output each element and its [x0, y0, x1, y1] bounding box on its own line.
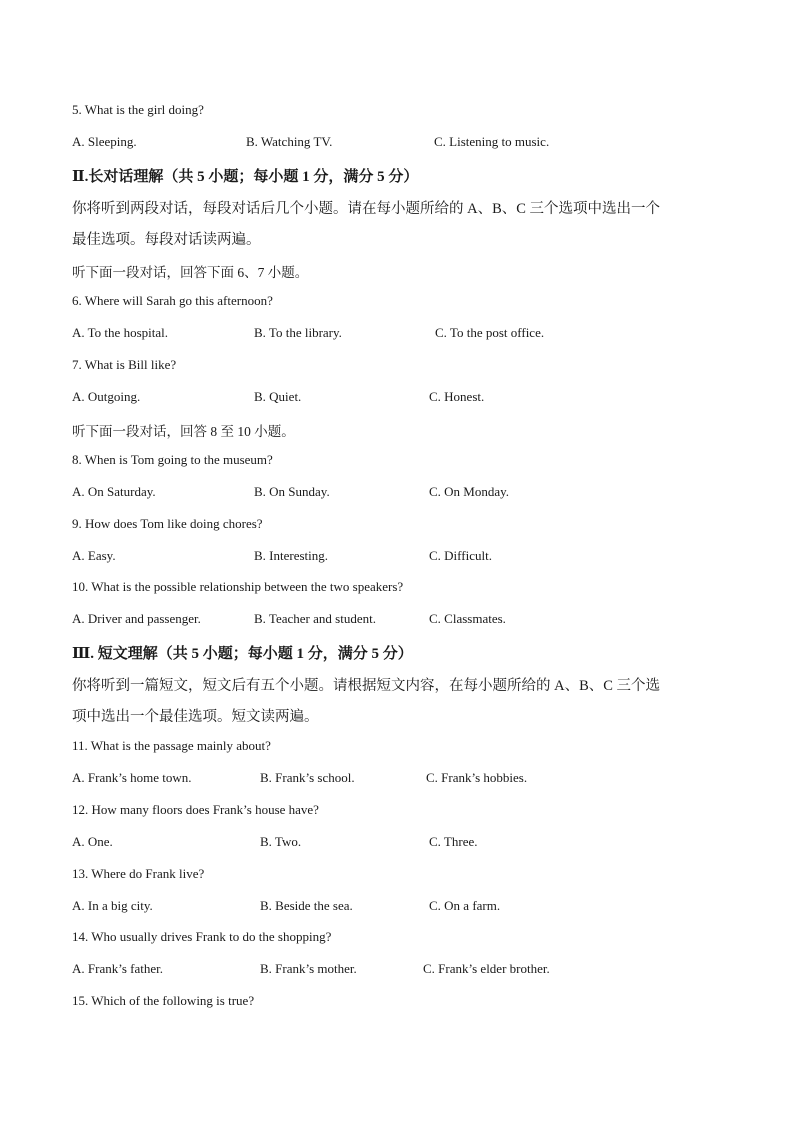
option-10a: A. Driver and passenger. [72, 611, 201, 626]
question-7: 7. What is Bill like? [72, 357, 177, 372]
question-9: 9. How does Tom like doing chores? [72, 516, 263, 531]
option-8c: C. On Monday. [429, 484, 510, 499]
option-9a: A. Easy. [72, 548, 116, 563]
option-13a: A. In a big city. [72, 898, 153, 913]
option-9b: B. Interesting. [254, 548, 329, 563]
option-7a: A. Outgoing. [72, 389, 141, 404]
option-12b: B. Two. [260, 834, 302, 849]
option-11a: A. Frank’s home town. [72, 770, 192, 785]
question-15: 15. Which of the following is true? [72, 993, 255, 1008]
option-14b: B. Frank’s mother. [260, 961, 357, 976]
option-11b: B. Frank’s school. [260, 770, 355, 785]
question-6: 6. Where will Sarah go this afternoon? [72, 293, 273, 308]
option-14c: C. Frank’s elder brother. [423, 961, 550, 976]
question-10: 10. What is the possible relationship between the two speakers? [72, 579, 404, 594]
option-8a: A. On Saturday. [72, 484, 156, 499]
section-3-title: Ⅲ. 短文理解（共 5 小题；每小题 1 分，满分 5 分） [72, 646, 413, 662]
section-2-instruction-line2: 最佳选项。每段对话读两遍。 [72, 232, 261, 248]
option-8b: B. On Sunday. [254, 484, 330, 499]
option-5a: A. Sleeping. [72, 134, 137, 149]
option-6b: B. To the library. [254, 325, 342, 340]
option-6c: C. To the post office. [435, 325, 545, 340]
question-5: 5. What is the girl doing? [72, 102, 204, 117]
option-12c: C. Three. [429, 834, 478, 849]
question-14: 14. Who usually drives Frank to do the shopping? [72, 929, 332, 944]
section-3-instruction-line1: 你将听到一篇短文，短文后有五个小题。请根据短文内容，在每小题所给的 A、B、C 三个选 [72, 678, 661, 694]
option-7c: C. Honest. [429, 389, 485, 404]
option-12a: A. One. [72, 834, 113, 849]
option-9c: C. Difficult. [429, 548, 492, 563]
option-10b: B. Teacher and student. [254, 611, 376, 626]
dialogue-2-instruction: 听下面一段对话，回答 8 至 10 小题。 [72, 424, 295, 439]
question-13: 13. Where do Frank live? [72, 866, 205, 881]
question-12: 12. How many floors does Frank’s house have? [72, 802, 319, 817]
option-10c: C. Classmates. [429, 611, 506, 626]
question-11: 11. What is the passage mainly about? [72, 738, 271, 753]
option-14a: A. Frank’s father. [72, 961, 163, 976]
option-11c: C. Frank’s hobbies. [426, 770, 528, 785]
dialogue-1-instruction: 听下面一段对话，回答下面 6、7 小题。 [72, 265, 309, 280]
option-6a: A. To the hospital. [72, 325, 168, 340]
option-5c: C. Listening to music. [434, 134, 550, 149]
option-5b: B. Watching TV. [246, 134, 333, 149]
option-7b: B. Quiet. [254, 389, 302, 404]
section-2-title: Ⅱ.长对话理解（共 5 小题；每小题 1 分，满分 5 分） [72, 169, 419, 185]
option-13b: B. Beside the sea. [260, 898, 353, 913]
question-8: 8. When is Tom going to the museum? [72, 452, 273, 467]
option-13c: C. On a farm. [429, 898, 501, 913]
section-3-instruction-line2: 项中选出一个最佳选项。短文读两遍。 [72, 709, 319, 725]
section-2-instruction-line1: 你将听到两段对话，每段对话后几个小题。请在每小题所给的 A、B、C 三个选项中选出一个 [72, 201, 661, 217]
